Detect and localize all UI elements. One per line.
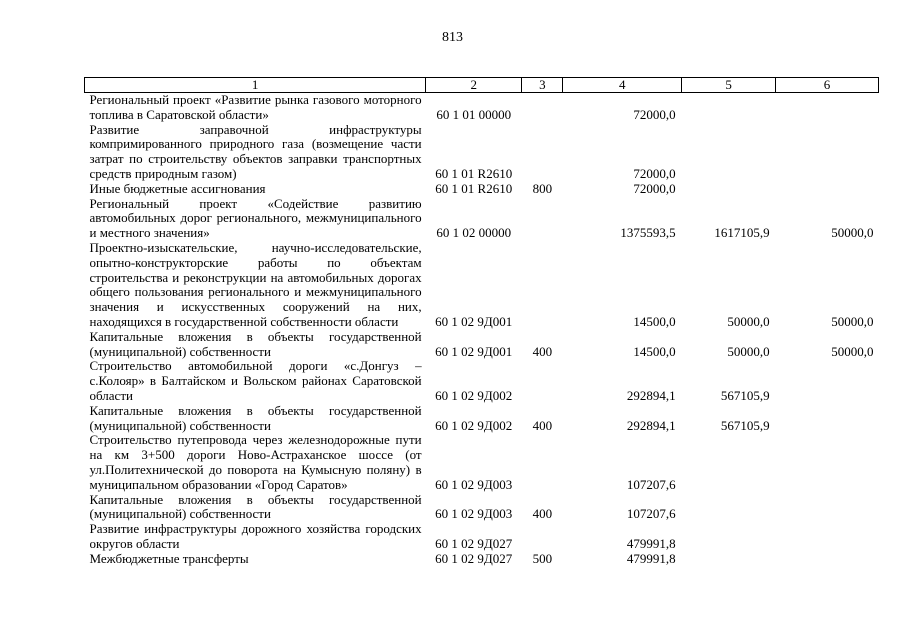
table-body [85,93,879,567]
row-value-2020-cell [682,522,776,552]
row-value-2020-cell: 567105,9 [720,387,770,403]
row-value-2020-cell [682,93,776,123]
row-code-cell: 60 1 02 9Д027 [435,535,513,551]
row-value-2019-cell: 72000,0 [633,180,676,196]
row-value-2020-cell [682,493,776,523]
table-row [85,123,879,182]
row-value-2020-cell [682,123,776,182]
table-row [85,552,879,567]
row-name-cell: Строительство автомобильной дороги «с.Донгуз – с.Колояр» в Балтайском и Вольском районах Саратовской области [89,358,422,403]
row-type-cell: 400 [532,506,553,522]
row-type-cell: 500 [532,550,553,566]
row-name-cell: Развитие заправочной инфраструктуры компримированного природного газа (возмещение части затрат по строительству объектов заправки транспортных средств природным газом) [89,121,422,181]
row-code-cell: 60 1 01 R2610 [435,165,513,181]
row-code-cell: 60 1 02 9Д003 [435,476,513,492]
page-number: 813 [442,30,463,45]
row-name-cell: Региональный проект «Содействие развитию автомобильных дорог регионального, межмуниципального и местного значения» [89,195,422,241]
row-type-cell [522,123,563,182]
row-name-cell: Капитальные вложения в объекты государственной (муниципальной) собственности [89,328,422,359]
header-col-1: 1 [85,78,426,93]
row-value-2020-cell: 50000,0 [727,343,770,359]
row-value-2019-cell: 14500,0 [633,343,676,359]
table-row [85,93,879,123]
row-value-2019-cell: 292894,1 [626,417,676,433]
row-code-cell: 60 1 02 9Д001 [435,313,513,329]
row-type-cell [522,197,563,241]
header-row [85,78,879,93]
row-name-cell: Региональный проект «Развитие рынка газового моторного топлива в Саратовской области» [89,92,422,122]
header-col-2: 2 [426,78,522,93]
row-name-cell: Проектно-изыскательские, научно-исследовательские, опытно-конструкторские работы по объектам строительства и реконструкции на автомобильных дорогах общего пользования регионального и межмуниципального значения и искусственных сооружений на них, находящихся в государственной собственности области [89,239,422,329]
row-type-cell [522,433,563,492]
row-type-cell [522,522,563,552]
row-value-2021-cell [776,359,879,403]
row-value-2019-cell: 479991,8 [626,535,676,551]
table-row [85,330,879,360]
row-code-cell: 60 1 02 00000 [436,225,512,241]
row-type-cell [522,241,563,330]
row-name-cell: Развитие инфраструктуры дорожного хозяйства городских округов области [89,521,422,551]
table-row [85,433,879,492]
row-value-2021-cell [776,93,879,123]
row-name-cell: Капитальные вложения в объекты государственной (муниципальной) собственности [89,491,422,522]
row-type-cell [522,359,563,403]
header-col-5: 5 [682,78,776,93]
row-value-2021-cell [776,552,879,567]
row-code-cell: 60 1 01 R2610 [435,180,513,196]
row-type-cell [522,93,563,123]
row-value-2021-cell: 50000,0 [831,225,874,241]
row-value-2021-cell: 50000,0 [831,313,874,329]
header-col-6: 6 [776,78,879,93]
row-value-2021-cell: 50000,0 [831,343,874,359]
row-value-2021-cell [776,182,879,197]
row-type-cell: 400 [532,417,553,433]
row-value-2021-cell [776,522,879,552]
row-value-2019-cell: 72000,0 [633,106,676,122]
row-value-2019-cell: 14500,0 [633,313,676,329]
table-row [85,404,879,434]
row-value-2020-cell [682,182,776,197]
row-value-2020-cell: 50000,0 [727,313,770,329]
row-value-2019-cell: 72000,0 [633,165,676,181]
row-value-2021-cell [776,404,879,434]
row-value-2019-cell: 1375593,5 [620,225,676,241]
row-value-2019-cell: 107207,6 [626,476,676,492]
row-type-cell: 800 [532,180,553,196]
row-name-cell: Межбюджетные трансферты [89,550,249,566]
row-value-2020-cell: 1617105,9 [714,225,770,241]
row-value-2019-cell: 479991,8 [626,550,676,566]
table-row [85,182,879,197]
table-row [85,359,879,403]
row-name-cell: Капитальные вложения в объекты государственной (муниципальной) собственности [89,402,422,433]
table-row [85,197,879,241]
row-code-cell: 60 1 01 00000 [436,106,512,122]
row-code-cell: 60 1 02 9Д002 [435,387,513,403]
table-row [85,493,879,523]
budget-table [84,77,879,567]
row-value-2021-cell [776,433,879,492]
row-code-cell: 60 1 02 9Д001 [435,343,513,359]
table-row [85,241,879,330]
row-value-2020-cell: 567105,9 [720,417,770,433]
header-col-3: 3 [522,78,563,93]
row-value-2020-cell [682,552,776,567]
header-col-4: 4 [563,78,682,93]
row-value-2020-cell [682,433,776,492]
row-code-cell: 60 1 02 9Д002 [435,417,513,433]
row-value-2019-cell: 292894,1 [626,387,676,403]
row-name-cell: Иные бюджетные ассигнования [89,180,266,196]
row-code-cell: 60 1 02 9Д027 [435,550,513,566]
row-type-cell: 400 [532,343,553,359]
row-value-2019-cell: 107207,6 [626,506,676,522]
row-code-cell: 60 1 02 9Д003 [435,506,513,522]
row-name-cell: Строительство путепровода через железнодорожные пути на км 3+500 дороги Ново-Астраханское шоссе (от ул.Политехнической до поворота на Кумысную поляну) в муниципальном образовании «Город Саратов» [89,432,422,492]
table-row [85,522,879,552]
row-value-2021-cell [776,493,879,523]
row-value-2021-cell [776,123,879,182]
